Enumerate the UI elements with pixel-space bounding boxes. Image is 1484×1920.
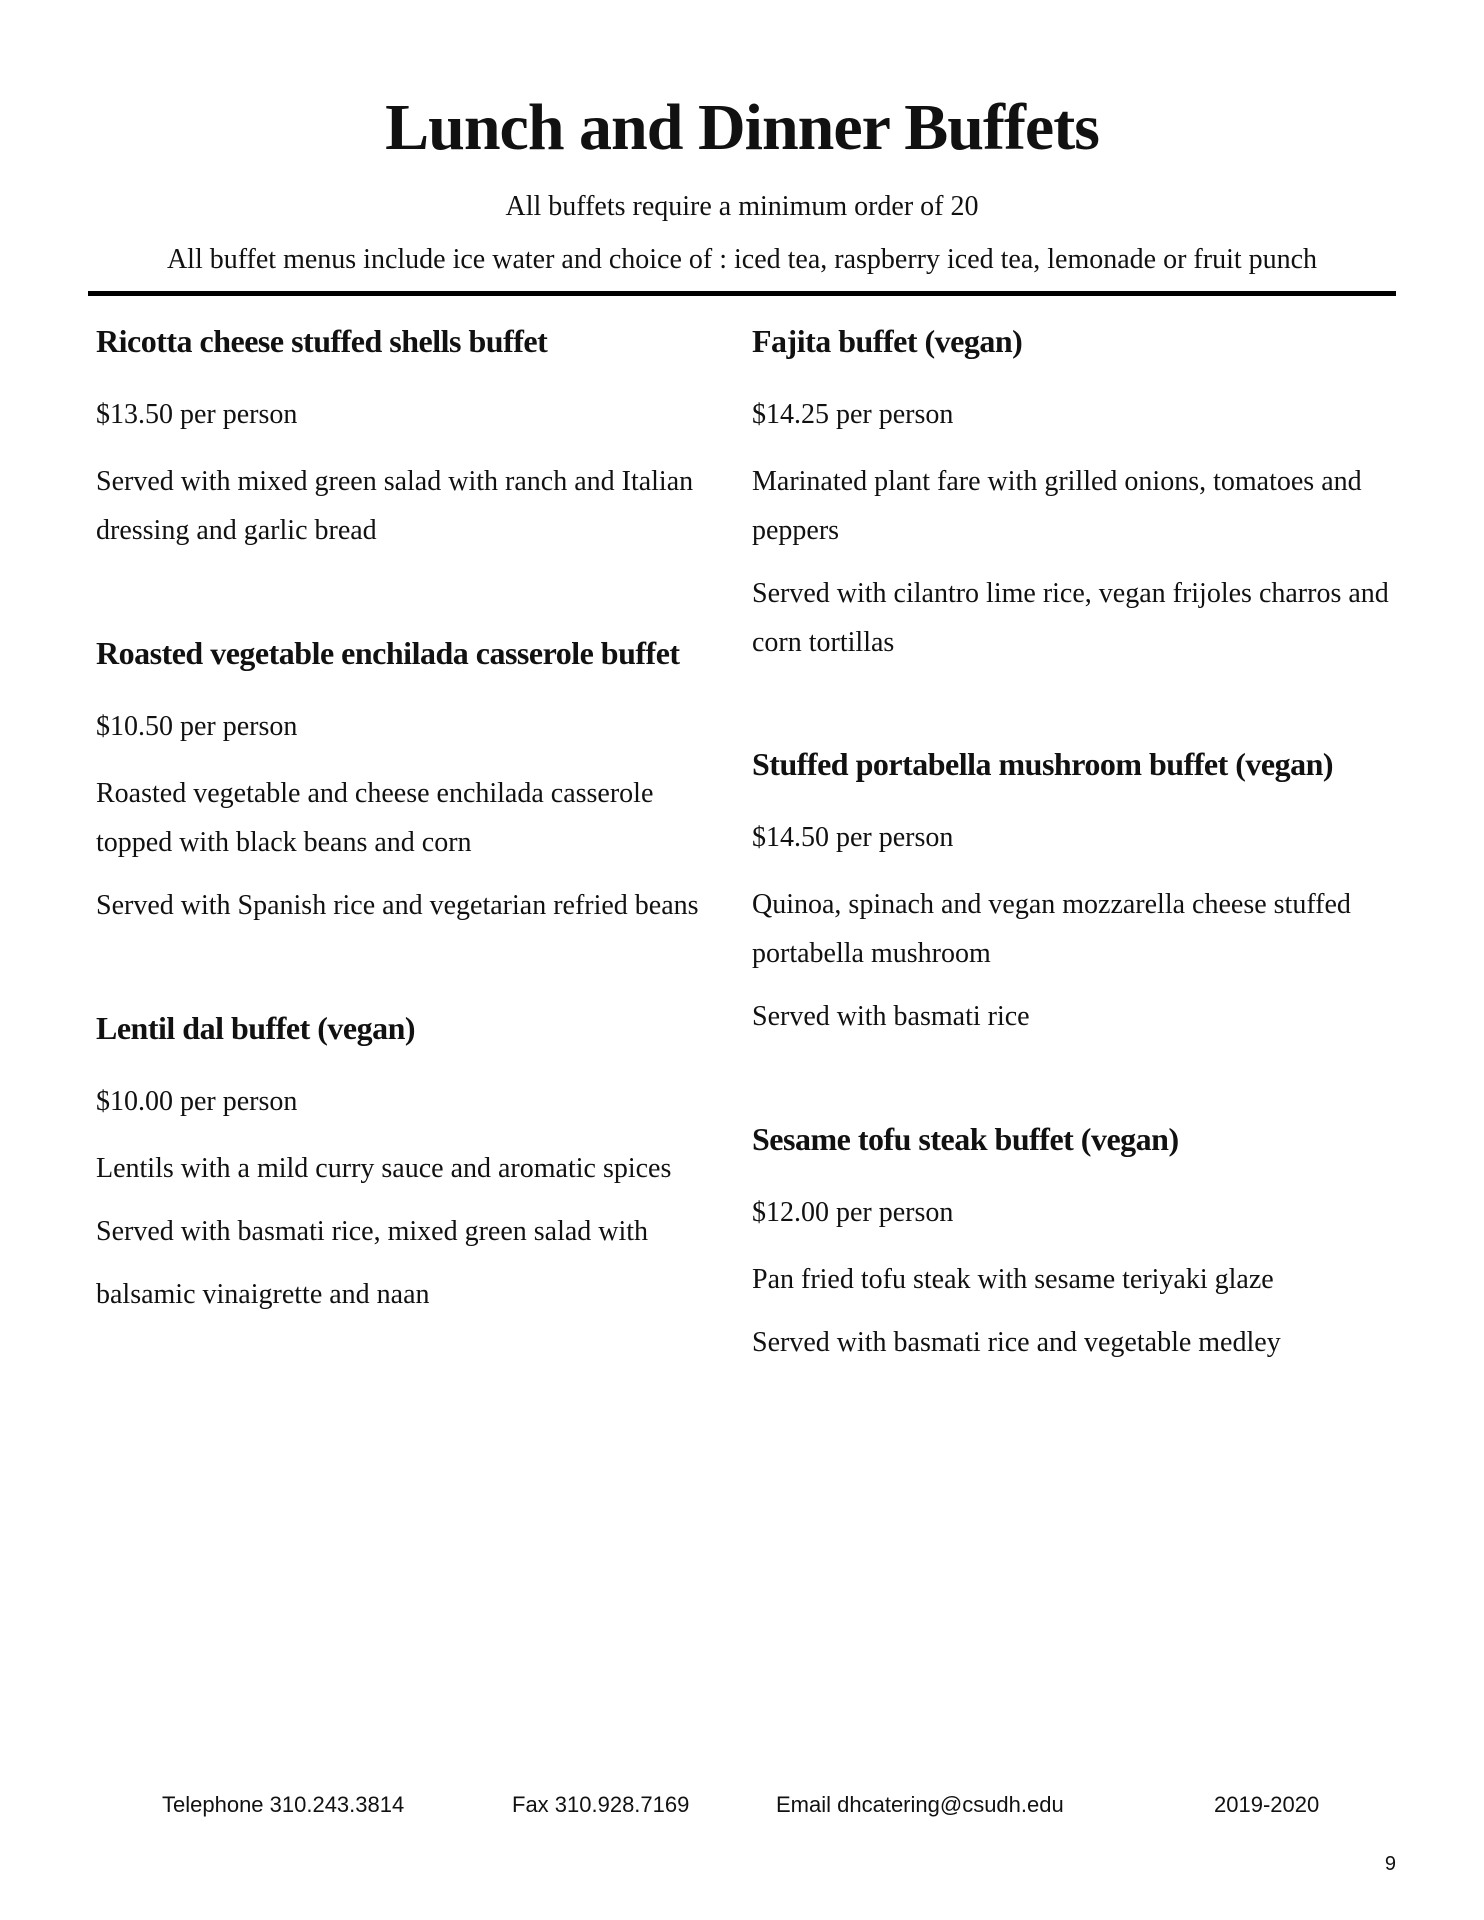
menu-item-sides-cont: balsamic vinaigrette and naan	[96, 1279, 430, 1311]
menu-item-portabella	[752, 745, 1412, 1055]
menu-item-description: Lentils with a mild curry sauce and aromatic spices	[96, 1153, 672, 1185]
menu-item-sides: Served with Spanish rice and vegetarian refried beans	[96, 890, 699, 922]
menu-item-price: $14.25 per person	[752, 399, 954, 431]
menu-item-price: $10.00 per person	[96, 1086, 298, 1118]
menu-item-enchilada-casserole	[96, 634, 736, 944]
menu-item-sides: Served with basmati rice and vegetable medley	[752, 1327, 1281, 1359]
menu-item-sesame-tofu	[752, 1120, 1412, 1381]
menu-item-title: Stuffed portabella mushroom buffet (vegan)	[752, 746, 1334, 782]
footer-year: 2019-2020	[1214, 1792, 1320, 1817]
menu-item-description: Quinoa, spinach and vegan mozzarella cheese stuffed portabella mushroom	[752, 889, 1351, 970]
footer-telephone: Telephone 310.243.3814	[162, 1792, 405, 1817]
beverage-note: All buffet menus include ice water and choice of : iced tea, raspberry iced tea, lemonade or fruit punch	[166, 244, 1318, 275]
page-number: 9	[1384, 1853, 1396, 1875]
menu-item-title: Roasted vegetable enchilada casserole buffet	[96, 635, 680, 671]
menu-item-price: $14.50 per person	[752, 822, 954, 854]
menu-item-lentil-dal	[96, 1009, 736, 1333]
minimum-order-note: All buffets require a minimum order of 20	[505, 191, 979, 222]
menu-item-description: Served with mixed green salad with ranch and Italian dressing and garlic bread	[96, 466, 694, 547]
menu-item-description: Roasted vegetable and cheese enchilada casserole topped with black beans and corn	[96, 778, 654, 859]
page-title: Lunch and Dinner Buffets	[385, 91, 1099, 164]
menu-item-description: Marinated plant fare with grilled onions, tomatoes and peppers	[752, 466, 1362, 547]
menu-item-fajita	[752, 322, 1412, 681]
menu-item-title: Lentil dal buffet (vegan)	[96, 1010, 416, 1046]
menu-item-sides: Served with cilantro lime rice, vegan frijoles charros and corn tortillas	[752, 578, 1389, 659]
menu-item-sides: Served with basmati rice	[752, 1001, 1030, 1033]
menu-item-price: $10.50 per person	[96, 711, 298, 743]
menu-item-title: Fajita buffet (vegan)	[752, 323, 1023, 359]
menu-item-description: Pan fried tofu steak with sesame teriyaki glaze	[752, 1264, 1274, 1296]
header-divider	[88, 291, 1396, 296]
menu-item-price: $12.00 per person	[752, 1197, 954, 1229]
footer-fax: Fax 310.928.7169	[512, 1792, 690, 1817]
menu-item-ricotta-shells	[96, 322, 736, 569]
menu-item-title: Sesame tofu steak buffet (vegan)	[752, 1121, 1179, 1157]
footer-email[interactable]: Email dhcatering@csudh.edu	[776, 1792, 1064, 1817]
menu-item-title: Ricotta cheese stuffed shells buffet	[96, 323, 548, 359]
menu-item-sides: Served with basmati rice, mixed green salad with	[96, 1216, 649, 1248]
menu-item-price: $13.50 per person	[96, 399, 298, 431]
